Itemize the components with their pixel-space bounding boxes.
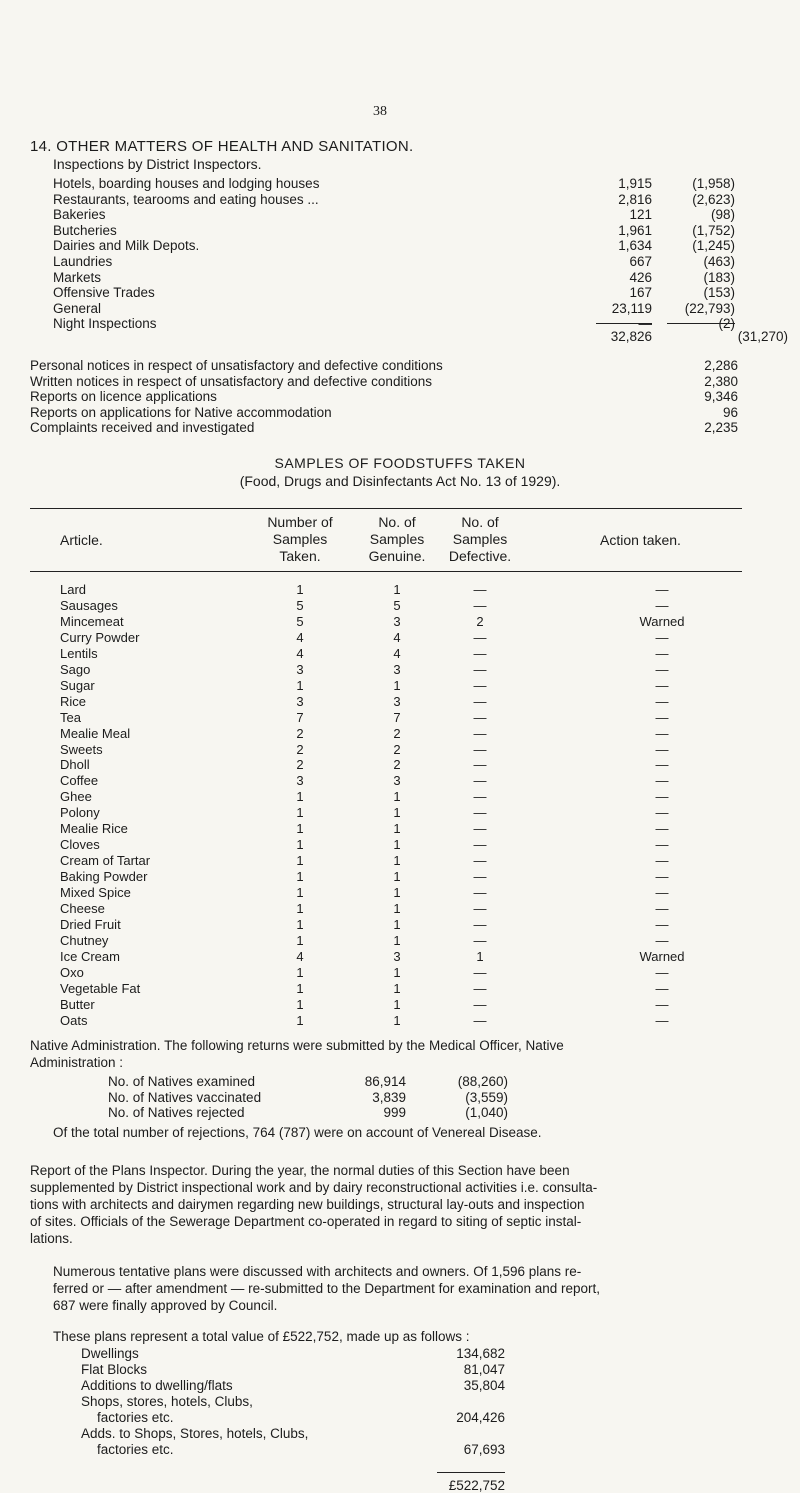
action-cell: — bbox=[655, 805, 669, 821]
samples-taken-cell: 3 bbox=[296, 693, 304, 709]
inspection-label: Restaurants, tearooms and eating houses ... bbox=[53, 191, 319, 207]
inspection-label: Markets bbox=[53, 269, 102, 285]
samples-defective-cell: — bbox=[473, 980, 487, 996]
article-cell: Mealie Meal bbox=[60, 725, 131, 741]
section-title: 14. OTHER MATTERS OF HEALTH AND SANITATION. bbox=[30, 138, 414, 155]
samples-genuine-cell: 7 bbox=[393, 709, 401, 725]
header-taken-line3: Taken. bbox=[279, 548, 321, 564]
samples-genuine-cell: 1 bbox=[393, 932, 401, 948]
inspection-value: 167 bbox=[629, 285, 652, 301]
article-cell: Polony bbox=[60, 805, 100, 821]
inspections-total-prev: (31,270) bbox=[737, 329, 788, 344]
samples-taken-cell: 2 bbox=[296, 741, 304, 757]
samples-title: SAMPLES OF FOODSTUFFS TAKEN bbox=[274, 455, 526, 471]
article-cell: Sugar bbox=[60, 677, 95, 693]
plan-value-label-line: Adds. to Shops, Stores, hotels, Clubs, bbox=[81, 1426, 309, 1441]
plan-value-amount: 67,693 bbox=[463, 1441, 505, 1457]
notice-value: 9,346 bbox=[704, 389, 738, 405]
article-cell: Cream of Tartar bbox=[60, 853, 151, 869]
inspections-total-value: 32,826 bbox=[610, 329, 652, 344]
samples-defective-cell: — bbox=[473, 582, 487, 597]
table-row bbox=[0, 933, 800, 948]
samples-genuine-cell: 1 bbox=[393, 996, 401, 1012]
article-cell: Ice Cream bbox=[60, 948, 120, 964]
plans-discussed-line: ferred or — after amendment — re-submitted to the Department for examination and report, bbox=[53, 1281, 601, 1296]
samples-subtitle: (Food, Drugs and Disinfectants Act No. 13 of 1929). bbox=[239, 473, 561, 489]
plan-total: £522,752 bbox=[448, 1478, 505, 1493]
plan-value-label-line: Additions to dwelling/flats bbox=[81, 1378, 233, 1394]
samples-genuine-cell: 1 bbox=[393, 869, 401, 885]
plan-value-row bbox=[81, 1362, 511, 1378]
article-cell: Tea bbox=[60, 709, 81, 725]
article-cell: Sago bbox=[60, 661, 91, 677]
table-row bbox=[0, 614, 800, 629]
plan-value-row bbox=[81, 1346, 511, 1362]
article-cell: Ghee bbox=[60, 789, 92, 805]
samples-defective-cell: — bbox=[473, 996, 487, 1012]
samples-taken-cell: 1 bbox=[296, 837, 304, 853]
table-row bbox=[0, 805, 800, 820]
native-stat-value: 3,839 bbox=[372, 1089, 406, 1105]
inspection-value: 426 bbox=[629, 269, 652, 285]
table-row bbox=[0, 965, 800, 980]
article-cell: Chutney bbox=[60, 932, 109, 948]
inspections-total-prev-rule bbox=[667, 323, 735, 324]
inspection-value: 1,634 bbox=[618, 238, 652, 254]
samples-defective-cell: — bbox=[473, 1012, 487, 1028]
table-row bbox=[0, 821, 800, 836]
table-top-rule bbox=[30, 508, 742, 509]
inspection-label: Bakeries bbox=[53, 207, 106, 223]
samples-genuine-cell: 4 bbox=[393, 645, 401, 661]
article-cell: Oxo bbox=[60, 964, 84, 980]
notice-value: 2,286 bbox=[704, 358, 738, 373]
table-row bbox=[0, 773, 800, 788]
article-cell: Lard bbox=[60, 582, 87, 597]
article-cell: Dried Fruit bbox=[60, 916, 121, 932]
inspection-row bbox=[53, 176, 743, 191]
native-stat-row bbox=[108, 1090, 548, 1105]
article-cell: Sweets bbox=[60, 741, 103, 757]
native-admin-intro bbox=[30, 1037, 740, 1071]
article-cell: Coffee bbox=[60, 773, 99, 789]
notice-label: Reports on applications for Native accommodation bbox=[30, 404, 332, 420]
action-cell: — bbox=[655, 725, 669, 741]
header-genuine-line3: Genuine. bbox=[368, 548, 426, 564]
inspection-value: 121 bbox=[629, 207, 652, 223]
notice-row bbox=[30, 358, 740, 373]
plans-report-line: lations. bbox=[30, 1231, 73, 1246]
samples-genuine-cell: 1 bbox=[393, 677, 401, 693]
samples-taken-cell: 7 bbox=[296, 709, 304, 725]
table-row bbox=[0, 710, 800, 725]
samples-genuine-cell: 1 bbox=[393, 964, 401, 980]
native-stat-row bbox=[108, 1105, 548, 1120]
samples-genuine-cell: 1 bbox=[393, 980, 401, 996]
native-stat-label: No. of Natives rejected bbox=[108, 1105, 245, 1121]
header-defective bbox=[425, 514, 535, 565]
inspection-label: Laundries bbox=[53, 254, 113, 269]
plans-discussed-line: 687 were finally approved by Council. bbox=[53, 1298, 278, 1313]
action-cell: — bbox=[655, 980, 669, 996]
samples-genuine-cell: 3 bbox=[393, 693, 401, 709]
table-row bbox=[0, 837, 800, 852]
article-cell: Dholl bbox=[60, 757, 90, 773]
samples-taken-cell: 1 bbox=[296, 869, 304, 885]
table-row bbox=[0, 694, 800, 709]
inspection-value: 23,119 bbox=[611, 300, 652, 316]
action-cell: — bbox=[655, 853, 669, 869]
samples-defective-cell: — bbox=[473, 677, 487, 693]
samples-taken-cell: 1 bbox=[296, 677, 304, 693]
inspection-value: 667 bbox=[629, 254, 652, 269]
inspection-row bbox=[53, 238, 743, 253]
action-cell: — bbox=[655, 821, 669, 837]
article-cell: Butter bbox=[60, 996, 95, 1012]
inspection-row bbox=[53, 192, 743, 207]
inspection-label: Offensive Trades bbox=[53, 285, 155, 301]
table-row bbox=[0, 917, 800, 932]
notice-label: Complaints received and investigated bbox=[30, 420, 255, 436]
notice-value: 2,380 bbox=[704, 373, 738, 389]
table-row bbox=[0, 662, 800, 677]
native-admin-intro-line1: Native Administration. The following returns were submitted by the Medical Officer, Native bbox=[30, 1038, 564, 1053]
samples-defective-cell: — bbox=[473, 821, 487, 837]
plan-value-label-line: Flat Blocks bbox=[81, 1362, 148, 1378]
samples-genuine-cell: 4 bbox=[393, 629, 401, 645]
samples-genuine-cell: 1 bbox=[393, 885, 401, 901]
inspection-row bbox=[53, 254, 743, 269]
action-cell: — bbox=[655, 773, 669, 789]
plans-report-line: tions with architects and dairymen regarding new buildings, structural lay-outs and inspection bbox=[30, 1197, 585, 1212]
action-cell: — bbox=[655, 645, 669, 661]
header-article: Article. bbox=[60, 532, 103, 548]
inspection-prev: (183) bbox=[703, 269, 735, 285]
plans-report-line: of sites. Officials of the Sewerage Department co-operated in regard to siting of septic instal- bbox=[30, 1214, 582, 1229]
notice-label: Written notices in respect of unsatisfactory and defective conditions bbox=[30, 373, 432, 389]
article-cell: Cloves bbox=[60, 837, 100, 853]
table-row bbox=[0, 997, 800, 1012]
samples-taken-cell: 3 bbox=[296, 773, 304, 789]
plan-value-label-line: Dwellings bbox=[81, 1346, 139, 1361]
action-cell: — bbox=[655, 1012, 669, 1028]
plan-value-row bbox=[81, 1426, 511, 1457]
samples-taken-cell: 5 bbox=[296, 613, 304, 629]
table-row bbox=[0, 789, 800, 804]
action-cell: — bbox=[655, 677, 669, 693]
inspections-total-rule bbox=[596, 323, 652, 324]
samples-taken-cell: 3 bbox=[296, 661, 304, 677]
samples-genuine-cell: 5 bbox=[393, 597, 401, 613]
samples-taken-cell: 1 bbox=[296, 582, 304, 597]
inspection-prev: (2) bbox=[718, 316, 735, 332]
action-cell: — bbox=[655, 901, 669, 916]
samples-taken-cell: 1 bbox=[296, 901, 304, 916]
notice-row bbox=[30, 389, 740, 404]
notice-row bbox=[30, 420, 740, 435]
samples-defective-cell: 2 bbox=[476, 613, 484, 629]
samples-defective-cell: — bbox=[473, 932, 487, 948]
inspection-prev: (98) bbox=[710, 207, 735, 223]
table-row bbox=[0, 869, 800, 884]
action-cell: — bbox=[655, 885, 669, 901]
page-number: 38 bbox=[373, 104, 387, 119]
samples-taken-cell: 2 bbox=[296, 757, 304, 773]
samples-defective-cell: — bbox=[473, 741, 487, 757]
action-cell: — bbox=[655, 709, 669, 725]
samples-defective-cell: — bbox=[473, 693, 487, 709]
header-defective-line1: No. of bbox=[461, 514, 499, 530]
inspection-label: Night Inspections bbox=[53, 316, 157, 332]
inspection-label: General bbox=[53, 300, 102, 316]
inspection-prev: (1,752) bbox=[692, 222, 735, 238]
article-cell: Lentils bbox=[60, 645, 98, 661]
article-cell: Cheese bbox=[60, 901, 105, 916]
samples-taken-cell: 1 bbox=[296, 996, 304, 1012]
article-cell: Mealie Rice bbox=[60, 821, 128, 837]
samples-genuine-cell: 3 bbox=[393, 661, 401, 677]
action-cell: — bbox=[655, 789, 669, 805]
action-cell: Warned bbox=[639, 948, 685, 964]
header-genuine-line2: Samples bbox=[369, 531, 425, 547]
inspection-prev: (22,793) bbox=[684, 300, 735, 316]
native-stat-row bbox=[108, 1074, 548, 1089]
inspections-heading: Inspections by District Inspectors. bbox=[53, 156, 262, 172]
samples-genuine-cell: 1 bbox=[393, 1012, 401, 1028]
table-row bbox=[0, 742, 800, 757]
inspection-row bbox=[53, 270, 743, 285]
table-row bbox=[0, 630, 800, 645]
article-cell: Rice bbox=[60, 693, 87, 709]
samples-defective-cell: — bbox=[473, 725, 487, 741]
samples-taken-cell: 4 bbox=[296, 948, 304, 964]
samples-taken-cell: 5 bbox=[296, 597, 304, 613]
table-row bbox=[0, 901, 800, 916]
header-taken-line2: Samples bbox=[272, 531, 328, 547]
header-defective-line2: Samples bbox=[452, 531, 508, 547]
plans-discussed bbox=[53, 1263, 740, 1314]
action-cell: — bbox=[655, 837, 669, 853]
samples-taken-cell: 4 bbox=[296, 645, 304, 661]
article-cell: Mixed Spice bbox=[60, 885, 131, 901]
samples-genuine-cell: 2 bbox=[393, 725, 401, 741]
samples-taken-cell: 1 bbox=[296, 916, 304, 932]
samples-defective-cell: — bbox=[473, 901, 487, 916]
inspection-row bbox=[53, 207, 743, 222]
samples-taken-cell: 1 bbox=[296, 805, 304, 821]
samples-genuine-cell: 1 bbox=[393, 837, 401, 853]
plans-discussed-line: Numerous tentative plans were discussed with architects and owners. Of 1,596 plans re- bbox=[53, 1264, 582, 1279]
header-taken bbox=[240, 514, 360, 565]
table-row bbox=[0, 853, 800, 868]
table-header-rule bbox=[30, 571, 742, 572]
native-stat-prev: (1,040) bbox=[465, 1105, 508, 1121]
native-stat-value: 999 bbox=[383, 1105, 406, 1121]
native-stat-label: No. of Natives examined bbox=[108, 1074, 256, 1089]
inspection-row bbox=[53, 285, 743, 300]
notice-row bbox=[30, 374, 740, 389]
samples-taken-cell: 1 bbox=[296, 1012, 304, 1028]
table-row bbox=[0, 678, 800, 693]
samples-genuine-cell: 1 bbox=[393, 821, 401, 837]
samples-taken-cell: 1 bbox=[296, 932, 304, 948]
samples-defective-cell: 1 bbox=[476, 948, 484, 964]
inspection-label: Dairies and Milk Depots. bbox=[53, 238, 200, 254]
samples-defective-cell: — bbox=[473, 597, 487, 613]
inspection-value: — bbox=[638, 316, 652, 332]
action-cell: — bbox=[655, 741, 669, 757]
native-stat-value: 86,914 bbox=[364, 1074, 406, 1089]
table-row bbox=[0, 646, 800, 661]
samples-defective-cell: — bbox=[473, 853, 487, 869]
action-cell: — bbox=[655, 996, 669, 1012]
notice-label: Reports on licence applications bbox=[30, 389, 217, 405]
samples-genuine-cell: 3 bbox=[393, 773, 401, 789]
article-cell: Baking Powder bbox=[60, 869, 148, 885]
samples-defective-cell: — bbox=[473, 805, 487, 821]
notice-value: 2,235 bbox=[704, 420, 738, 436]
samples-defective-cell: — bbox=[473, 661, 487, 677]
header-taken-line1: Number of bbox=[267, 514, 333, 530]
samples-taken-cell: 1 bbox=[296, 821, 304, 837]
inspection-prev: (2,623) bbox=[692, 191, 735, 207]
action-cell: — bbox=[655, 582, 669, 597]
header-defective-line3: Defective. bbox=[448, 548, 512, 564]
samples-genuine-cell: 2 bbox=[393, 757, 401, 773]
plan-value-label-line: factories etc. bbox=[97, 1441, 174, 1457]
inspection-prev: (1,245) bbox=[692, 238, 735, 254]
samples-genuine-cell: 3 bbox=[393, 613, 401, 629]
table-row bbox=[0, 757, 800, 772]
samples-defective-cell: — bbox=[473, 773, 487, 789]
action-cell: — bbox=[655, 693, 669, 709]
samples-taken-cell: 2 bbox=[296, 725, 304, 741]
header-action: Action taken. bbox=[600, 532, 681, 548]
samples-defective-cell: — bbox=[473, 885, 487, 901]
action-cell: — bbox=[655, 757, 669, 773]
inspection-row bbox=[53, 223, 743, 238]
plan-value-row bbox=[81, 1378, 511, 1394]
samples-taken-cell: 1 bbox=[296, 964, 304, 980]
notice-value: 96 bbox=[722, 404, 738, 420]
plans-report bbox=[30, 1162, 740, 1247]
samples-genuine-cell: 2 bbox=[393, 741, 401, 757]
samples-genuine-cell: 1 bbox=[393, 582, 401, 597]
samples-genuine-cell: 3 bbox=[393, 948, 401, 964]
samples-genuine-cell: 1 bbox=[393, 789, 401, 805]
inspection-prev: (1,958) bbox=[692, 176, 735, 191]
article-cell: Oats bbox=[60, 1012, 88, 1028]
samples-genuine-cell: 1 bbox=[393, 853, 401, 869]
inspection-value: 2,816 bbox=[618, 191, 652, 207]
article-cell: Sausages bbox=[60, 597, 118, 613]
inspection-label: Butcheries bbox=[53, 222, 117, 238]
samples-taken-cell: 1 bbox=[296, 853, 304, 869]
action-cell: — bbox=[655, 916, 669, 932]
header-genuine-line1: No. of bbox=[378, 514, 416, 530]
samples-defective-cell: — bbox=[473, 869, 487, 885]
inspection-prev: (463) bbox=[703, 254, 735, 269]
table-row bbox=[0, 1013, 800, 1028]
samples-defective-cell: — bbox=[473, 916, 487, 932]
action-cell: — bbox=[655, 869, 669, 885]
article-cell: Mincemeat bbox=[60, 613, 124, 629]
inspection-label: Hotels, boarding houses and lodging houses bbox=[53, 176, 320, 191]
inspection-prev: (153) bbox=[703, 285, 735, 301]
action-cell: Warned bbox=[639, 613, 685, 629]
notice-label: Personal notices in respect of unsatisfactory and defective conditions bbox=[30, 358, 443, 373]
rejections-note: Of the total number of rejections, 764 (787) were on account of Venereal Disease. bbox=[53, 1125, 542, 1140]
plan-value-amount: 81,047 bbox=[463, 1362, 505, 1378]
table-row bbox=[0, 726, 800, 741]
plan-value-amount: 35,804 bbox=[463, 1378, 505, 1394]
samples-defective-cell: — bbox=[473, 645, 487, 661]
table-row bbox=[0, 981, 800, 996]
table-row bbox=[0, 949, 800, 964]
samples-taken-cell: 1 bbox=[296, 789, 304, 805]
native-stat-prev: (3,559) bbox=[465, 1089, 508, 1105]
native-admin-intro-line2: Administration : bbox=[30, 1055, 124, 1070]
action-cell: — bbox=[655, 629, 669, 645]
inspection-row bbox=[53, 301, 743, 316]
article-cell: Vegetable Fat bbox=[60, 980, 141, 996]
samples-taken-cell: 1 bbox=[296, 980, 304, 996]
notice-row bbox=[30, 405, 740, 420]
action-cell: — bbox=[655, 932, 669, 948]
inspection-value: 1,915 bbox=[618, 176, 652, 191]
samples-defective-cell: — bbox=[473, 629, 487, 645]
plan-value-amount: 204,426 bbox=[456, 1409, 505, 1425]
table-row bbox=[0, 598, 800, 613]
table-row bbox=[0, 582, 800, 597]
samples-taken-cell: 4 bbox=[296, 629, 304, 645]
plans-report-line: supplemented by District inspectional work and by dairy reconstructional activities i.e. consulta- bbox=[30, 1180, 598, 1195]
article-cell: Curry Powder bbox=[60, 629, 140, 645]
samples-defective-cell: — bbox=[473, 789, 487, 805]
samples-defective-cell: — bbox=[473, 837, 487, 853]
samples-genuine-cell: 1 bbox=[393, 805, 401, 821]
inspection-value: 1,961 bbox=[618, 222, 652, 238]
action-cell: — bbox=[655, 661, 669, 677]
samples-genuine-cell: 1 bbox=[393, 916, 401, 932]
plan-total-rule bbox=[437, 1472, 505, 1473]
table-row bbox=[0, 885, 800, 900]
native-stat-label: No. of Natives vaccinated bbox=[108, 1089, 262, 1105]
samples-defective-cell: — bbox=[473, 964, 487, 980]
plan-value-label-line: factories etc. bbox=[97, 1409, 174, 1425]
native-stat-prev: (88,260) bbox=[457, 1074, 508, 1089]
plan-value-amount: 134,682 bbox=[456, 1346, 505, 1361]
plan-value-label-line: Shops, stores, hotels, Clubs, bbox=[81, 1394, 253, 1410]
samples-defective-cell: — bbox=[473, 709, 487, 725]
samples-taken-cell: 1 bbox=[296, 885, 304, 901]
samples-defective-cell: — bbox=[473, 757, 487, 773]
samples-genuine-cell: 1 bbox=[393, 901, 401, 916]
action-cell: — bbox=[655, 964, 669, 980]
action-cell: — bbox=[655, 597, 669, 613]
plans-value-intro: These plans represent a total value of £522,752, made up as follows : bbox=[53, 1329, 470, 1344]
plans-report-line: Report of the Plans Inspector. During the year, the normal duties of this Section have been bbox=[30, 1163, 570, 1178]
